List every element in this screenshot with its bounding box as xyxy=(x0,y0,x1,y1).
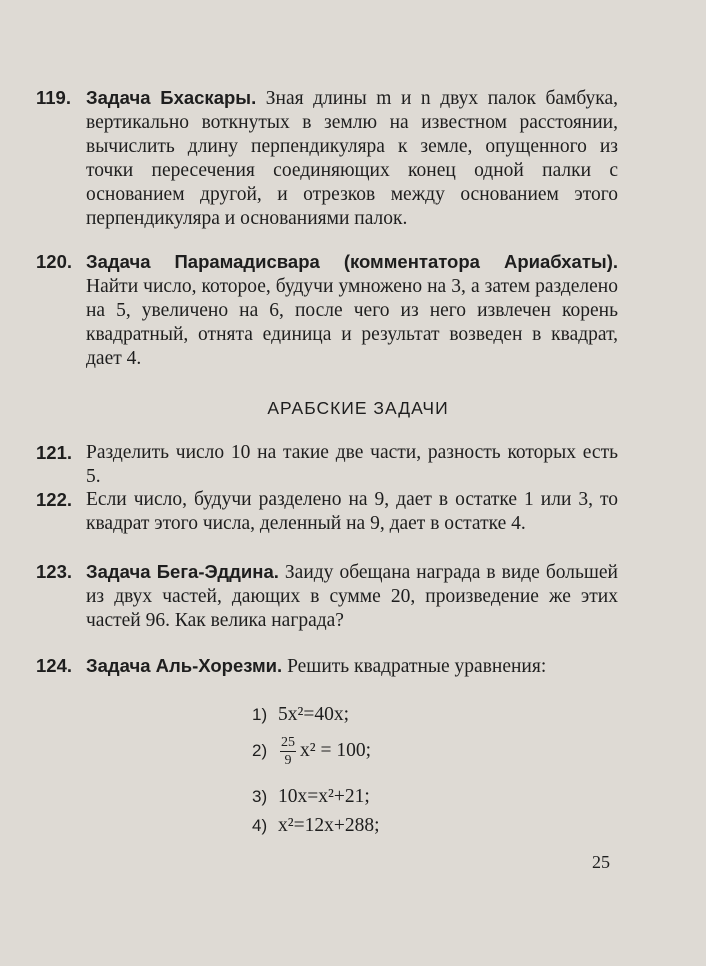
problem-120 xyxy=(36,250,618,371)
problem-number: 121. xyxy=(36,442,73,463)
equation-4 xyxy=(252,815,380,837)
problem-body xyxy=(86,560,618,633)
problem-121 xyxy=(36,441,618,489)
equation-label: 1) xyxy=(252,705,268,724)
equation-label: 4) xyxy=(252,816,268,835)
problem-body xyxy=(86,441,618,489)
problem-text: Решить квадратные уравнения: xyxy=(287,656,547,677)
problem-body xyxy=(86,488,618,536)
problem-122 xyxy=(36,488,618,536)
equation-text: x² = 100; xyxy=(300,739,372,761)
fraction xyxy=(280,734,296,769)
equation-2 xyxy=(252,734,371,769)
equation-label: 2) xyxy=(252,740,268,760)
problem-number: 122. xyxy=(36,489,73,510)
equation-text: 5x²=40x; xyxy=(278,704,350,725)
problem-124 xyxy=(36,654,618,679)
problem-text: Зная длины m и n двух палок бамбука, вертикально воткнутых в землю на известном расстоянии, вычислить длину перпендикуляра к земле, опущенного из точки пересечения соединяющих конец одной палки с основанием другой, и отрезков между основанием этого перпендикуляра и основаниями палок. xyxy=(86,88,618,229)
fraction-denominator: 9 xyxy=(284,753,292,768)
equation-label: 3) xyxy=(252,787,268,806)
equation-text: x²=12x+288; xyxy=(278,815,380,836)
problem-body xyxy=(86,250,618,371)
problem-text: Заиду обещана награда в виде большей из двух частей, дающих в сумме 20, произведение же этих частей 96. Как велика награда? xyxy=(86,562,618,631)
problem-text: Найти число, которое, будучи умножено на 3, а затем разделено на 5, увеличено на 6, после чего из него извлечен корень квадратный, отнята единица и результат возведен в квадрат, дает 4. xyxy=(86,276,618,369)
problem-title: Задача Бега-Эддина. xyxy=(86,561,279,582)
problem-title: Задача Аль-Хорезми. xyxy=(86,655,283,676)
equation-text: 10x=x²+21; xyxy=(278,786,370,807)
problem-title: Задача Бхаскары. xyxy=(86,87,257,108)
problem-body xyxy=(86,86,618,231)
problem-119 xyxy=(36,86,618,231)
problem-text: Если число, будучи разделено на 9, дает в остатке 1 или 3, то квадрат этого числа, деленный на 9, дает в остатке 4. xyxy=(86,489,618,534)
problem-number: 124. xyxy=(36,655,73,676)
section-title: АРАБСКИЕ ЗАДАЧИ xyxy=(267,398,449,418)
page-number: 25 xyxy=(592,852,610,872)
problem-number: 119. xyxy=(36,87,71,108)
problem-title: Задача Парамадисвара (комментатора Ариабхаты). xyxy=(86,251,618,272)
equation-3 xyxy=(252,786,370,808)
problem-number: 123. xyxy=(36,561,73,582)
problem-number: 120. xyxy=(36,251,73,272)
problem-123 xyxy=(36,560,618,633)
fraction-numerator: 25 xyxy=(281,735,295,750)
equation-1 xyxy=(252,704,349,726)
problem-body xyxy=(86,654,618,679)
problem-text: Разделить число 10 на такие две части, разность которых есть 5. xyxy=(86,442,618,487)
